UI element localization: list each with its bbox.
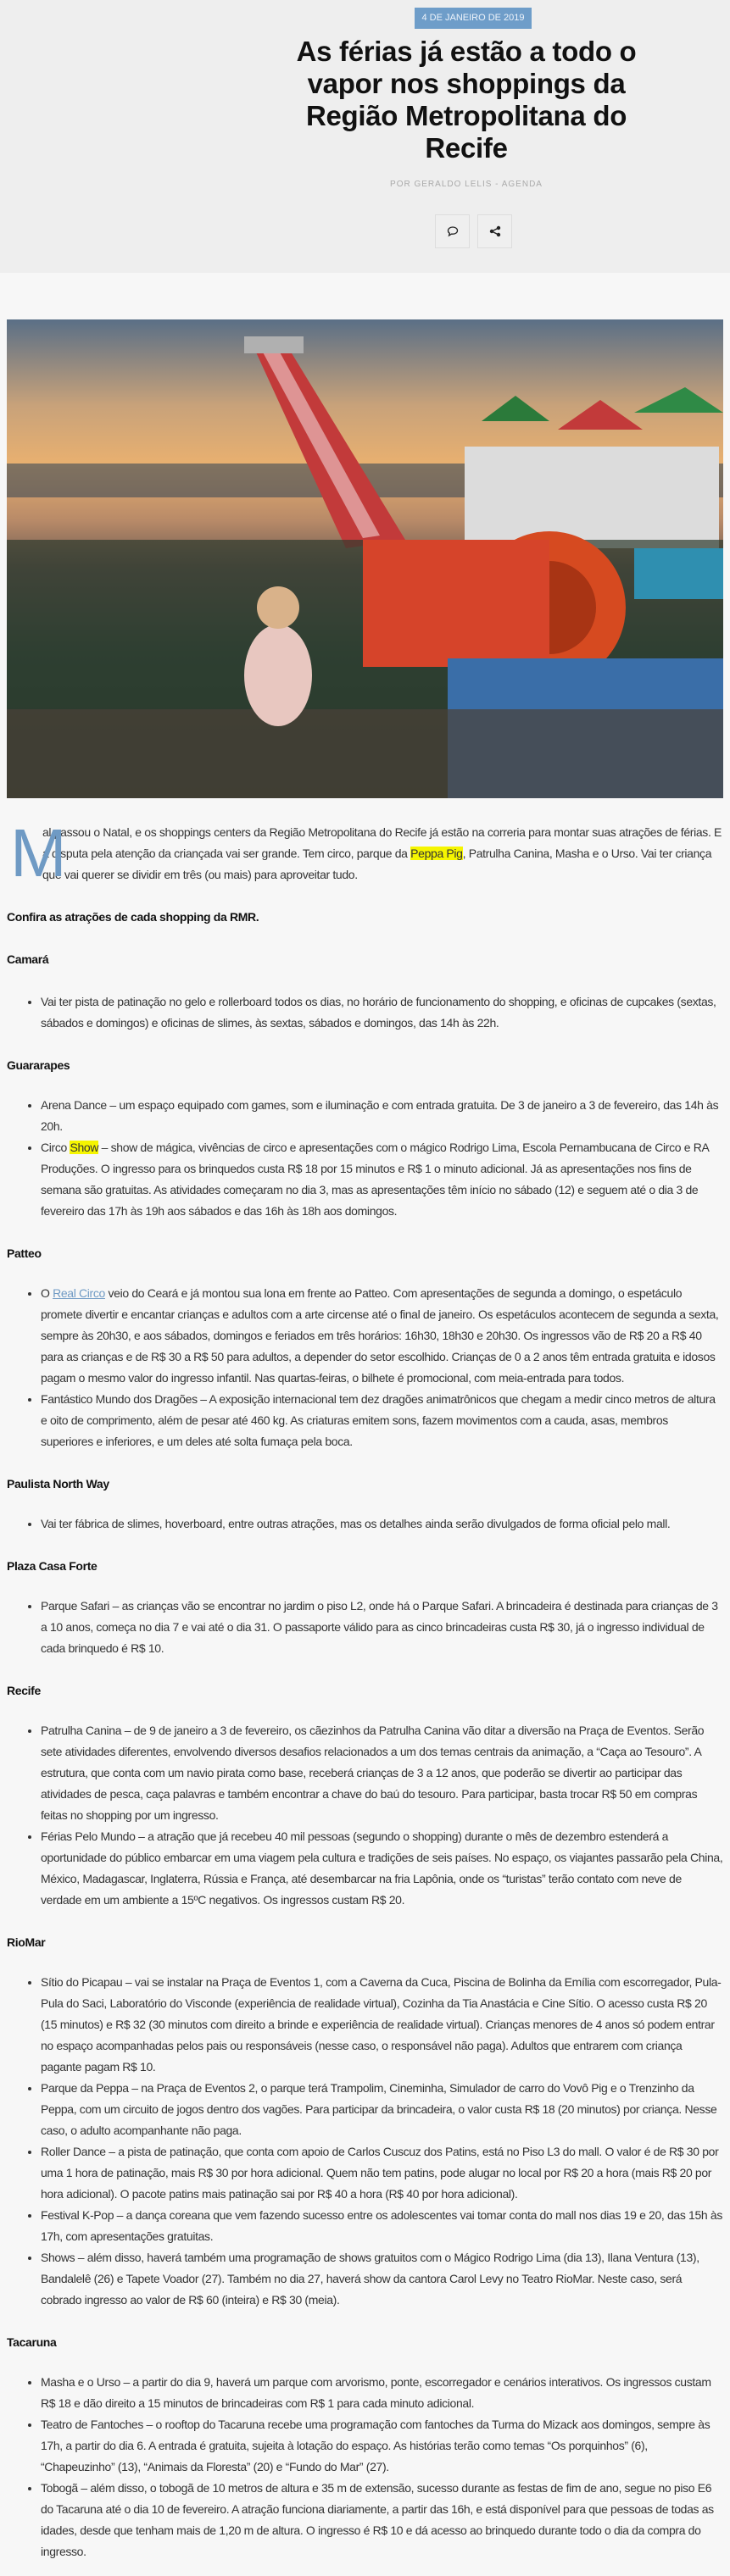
list-item: • Vai ter fábrica de slimes, hoverboard, entre outras atrações, mas os detalhes ainda serão divulgados de forma oficial pelo mall.: [41, 1513, 723, 1535]
item-text: veio do Ceará e já montou sua lona em frente ao Patteo. Com apresentações de segunda a domingo, o espetáculo promete divertir e encantar crianças e adultos com a arte circense até o final de janeiro. Os espetáculos acontecem de segunda a sexta, sempre às 20h30, e aos sábados, domingos e feriados em três horários: 16h30, 18h30 e 20h30. Os ingressos vão de R$ 20 a R$ 40 para as crianças e de R$ 30 a R$ 50 para adultos, a depender do setor escolhido. Crianças de 0 a 2 anos têm entrada gratuita e idosos pagam o mesmo valor do ingresso infantil. Nas quartas-feiras, o bilhete é promocional, com meia-entrada para todos.: [41, 1286, 719, 1385]
section-heading: Camará: [7, 952, 49, 966]
attraction-list: [7, 1720, 723, 1911]
date-badge[interactable]: 4 DE JANEIRO DE 2019: [415, 8, 532, 29]
list-item: • Arena Dance – um espaço equipado com games, som e iluminação e com entrada gratuita. De 3 de janeiro a 3 de fevereiro, das 14h às 20h.: [41, 1095, 723, 1137]
real-circo-link[interactable]: Real Circo: [53, 1286, 105, 1300]
attraction-list: [7, 991, 723, 1034]
list-item: [41, 1137, 723, 1222]
list-item: • Parque Safari – as crianças vão se encontrar no jardim o piso L2, onde há o Parque Safari. A brincadeira é destinada para crianças de 3 a 10 anos, começa no dia 7 e vai até o dia 31. O passaporte válido para as cinco brincadeiras custa R$ 30, já o ingresso individual de cada brinquedo é R$ 10.: [41, 1596, 723, 1659]
highlight: Show: [70, 1141, 99, 1154]
byline[interactable]: POR GERALDO LELIS - AGENDA: [390, 180, 543, 189]
intro-heading: Confira as atrações de cada shopping da RMR.: [7, 910, 259, 924]
lead-text-end: , Patrulha Canina, Masha e o Urso. Vai ter criança que vai querer se dividir em três (ou mais) para aproveitar tudo.: [42, 847, 712, 881]
attraction-list: [7, 1972, 723, 2311]
list-item: • Shows – além disso, haverá também uma programação de shows gratuitos com o Mágico Rodrigo Lima (dia 13), Ilana Ventura (13), Bandalelê (26) e Tapete Voador (27). Também no dia 27, haverá show da cantora Carol Levy no Teatro RioMar. Neste caso, será cobrado ingresso ao valor de R$ 60 (inteira) e R$ 30 (meia).: [41, 2247, 723, 2311]
list-item: • Masha e o Urso – a partir do dia 9, haverá um parque com arvorismo, ponte, escorregador e cenários interativos. Os ingressos custam R$ 18 e dão direito a 15 minutos de brincadeiras com R$ 1 para cada minuto adicional.: [41, 2372, 723, 2414]
playground-illustration: [7, 319, 723, 798]
attraction-list: [7, 1283, 723, 1452]
list-item: • Vai ter pista de patinação no gelo e rollerboard todos os dias, no horário de funcionamento do shopping, e oficinas de cupcakes (sextas, sábados e domingos) e oficinas de slimes, às sextas, sábados e domingos, das 14h às 22h.: [41, 991, 723, 1034]
attraction-list: [7, 1513, 723, 1535]
section-heading: Tacaruna: [7, 2335, 57, 2349]
lead-paragraph: [7, 815, 723, 891]
attraction-list: [7, 1596, 723, 1659]
list-item: • Sítio do Picapau – vai se instalar na Praça de Eventos 1, com a Caverna da Cuca, Piscina de Bolinha da Emília com escorregador, Pula-Pula do Saci, Laboratório do Visconde (experiência de realidade virtual), Cozinha da Tia Anastácia e Cine Sítio. O acesso custa R$ 20 (15 minutos) e R$ 32 (30 minutos com direito a brinde e experiência de realidade virtual). Crianças menores de 4 anos só podem entrar no espaço acompanhadas pelos pais ou responsáveis (nesse caso, o responsável não paga). Adultos que entrarem com criança pagante pagam R$ 10.: [41, 1972, 723, 2078]
attraction-list: [7, 1095, 723, 1222]
share-button[interactable]: [477, 214, 512, 248]
section-heading: Plaza Casa Forte: [7, 1559, 98, 1573]
list-item: [41, 1283, 723, 1389]
page-title: As férias já estão a todo o vapor nos shoppings da Região Metropolitana do Recife: [296, 36, 637, 164]
section-heading: Patteo: [7, 1246, 42, 1260]
hero-photo: [7, 319, 723, 798]
section-heading: Paulista North Way: [7, 1477, 109, 1491]
section-heading: Guararapes: [7, 1058, 70, 1072]
list-item: • Patrulha Canina – de 9 de janeiro a 3 de fevereiro, os cãezinhos da Patrulha Canina vão ditar a diversão na Praça de Eventos. Serão sete atividades diferentes, envolvendo diversos desafios relacionados a um dos temas centrais da animação, a “Caça ao Tesouro”. A estrutura, que conta com um navio pirata como base, receberá crianças de 3 a 12 anos, que poderão se divertir ao participar das atividades de pesca, caça palavras e também encontrar a chave do baú do tesouro. Para participar, basta trocar R$ 50 em compras feitas no shopping por um ingresso.: [41, 1720, 723, 1826]
section-heading: Recife: [7, 1684, 41, 1697]
highlight: Peppa Pig: [410, 847, 463, 860]
attraction-list: [7, 2372, 723, 2562]
list-item: • Parque da Peppa – na Praça de Eventos 2, o parque terá Trampolim, Cineminha, Simulador de carro do Vovô Pig e o Trenzinho da Peppa, com um circuito de jogos dentro dos vagões. Para participar da brincadeira, o valor custa R$ 18 (20 minutos) por criança. Nesse caso, o adulto acompanhante não paga.: [41, 2078, 723, 2141]
shopping-sections: [7, 949, 723, 2562]
lead-text: al passou o Natal, e os shoppings centers da Região Metropolitana do Recife já estão na correria para montar suas atrações de férias. E a disputa pela atenção da criançada vai ser grande. Tem circo, parque da: [42, 825, 722, 860]
item-text: Circo: [41, 1141, 70, 1154]
article-body: [0, 813, 730, 2562]
list-item: • Fantástico Mundo dos Dragões – A exposição internacional tem dez dragões animatrônicos que chegam a medir cinco metros de altura e oito de comprimento, além de pesar até 460 kg. As criaturas emitem sons, fazem movimentos com a cauda, asas, membros superiores e inferiores, e um deles até solta fumaça pela boca.: [41, 1389, 723, 1452]
article-header: [0, 0, 730, 273]
list-item: • Férias Pelo Mundo – a atração que já recebeu 40 mil pessoas (segundo o shopping) durante o mês de dezembro estenderá a oportunidade do público embarcar em uma viagem pela cultura e tradições de seis países. No espaço, os viajantes passarão pela China, México, Madagascar, Inglaterra, Rússia e França, até desembarcar na fria Lapônia, onde os “turistas” terão contato com neve de verdade em um ambiente a 15ºC negativos. Os ingressos custam R$ 20.: [41, 1826, 723, 1911]
item-text: – show de mágica, vivências de circo e apresentações com o mágico Rodrigo Lima, Escola Pernambucana de Circo e RA Produções. O ingresso para os brinquedos custa R$ 18 por 15 minutos e R$ 1 o minuto adicional. Já as apresentações nos fins de semana são gratuitas. As atividades começaram no dia 3, mas as apresentações têm início no sábado (12) e seguem até o dia 3 de fevereiro das 17h às 19h aos sábados e das 16h às 18h aos domingos.: [41, 1141, 709, 1218]
item-text: O: [41, 1286, 53, 1300]
share-icon: [489, 225, 501, 237]
section-heading: RioMar: [7, 1935, 46, 1949]
list-item: • Festival K-Pop – a dança coreana que vem fazendo sucesso entre os adolescentes vai tomar conta do mall nos dias 19 e 20, das 15h às 17h, com apresentações gratuitas.: [41, 2205, 723, 2247]
comment-icon: [447, 225, 459, 237]
dropcap: M: [10, 815, 67, 891]
list-item: • Tobogã – além disso, o tobogã de 10 metros de altura e 35 m de extensão, sucesso durante as festas de fim de ano, segue no piso E6 do Tacaruna até o dia 10 de fevereiro. A atração funciona diariamente, a partir das 16h, e está disponível para que pessoas de todas as idades, desde que tenham mais de 1,20 m de altura. O ingresso é R$ 10 e dá acesso ao brinquedo durante todo o dia da compra do ingresso.: [41, 2478, 723, 2562]
list-item: • Teatro de Fantoches – o rooftop do Tacaruna recebe uma programação com fantoches da Turma do Mizack aos domingos, sempre às 17h, a partir do dia 6. A entrada é gratuita, sujeita à lotação do espaço. As histórias terão como temas “Os porquinhos” (6), “Chapeuzinho” (13), “Animais da Floresta” (20) e “Fundo do Mar” (27).: [41, 2414, 723, 2478]
comment-button[interactable]: [435, 214, 470, 248]
list-item: • Roller Dance – a pista de patinação, que conta com apoio de Carlos Cuscuz dos Patins, está no Piso L3 do mall. O valor é de R$ 30 por uma 1 hora de patinação, mais R$ 30 por hora adicional. Quem não tem patins, pode alugar no local por R$ 20 a hora (mais R$ 20 por hora adicional). O pacote patins mais patinação sai por R$ 40 a hora (R$ 40 por hora adicional).: [41, 2141, 723, 2205]
